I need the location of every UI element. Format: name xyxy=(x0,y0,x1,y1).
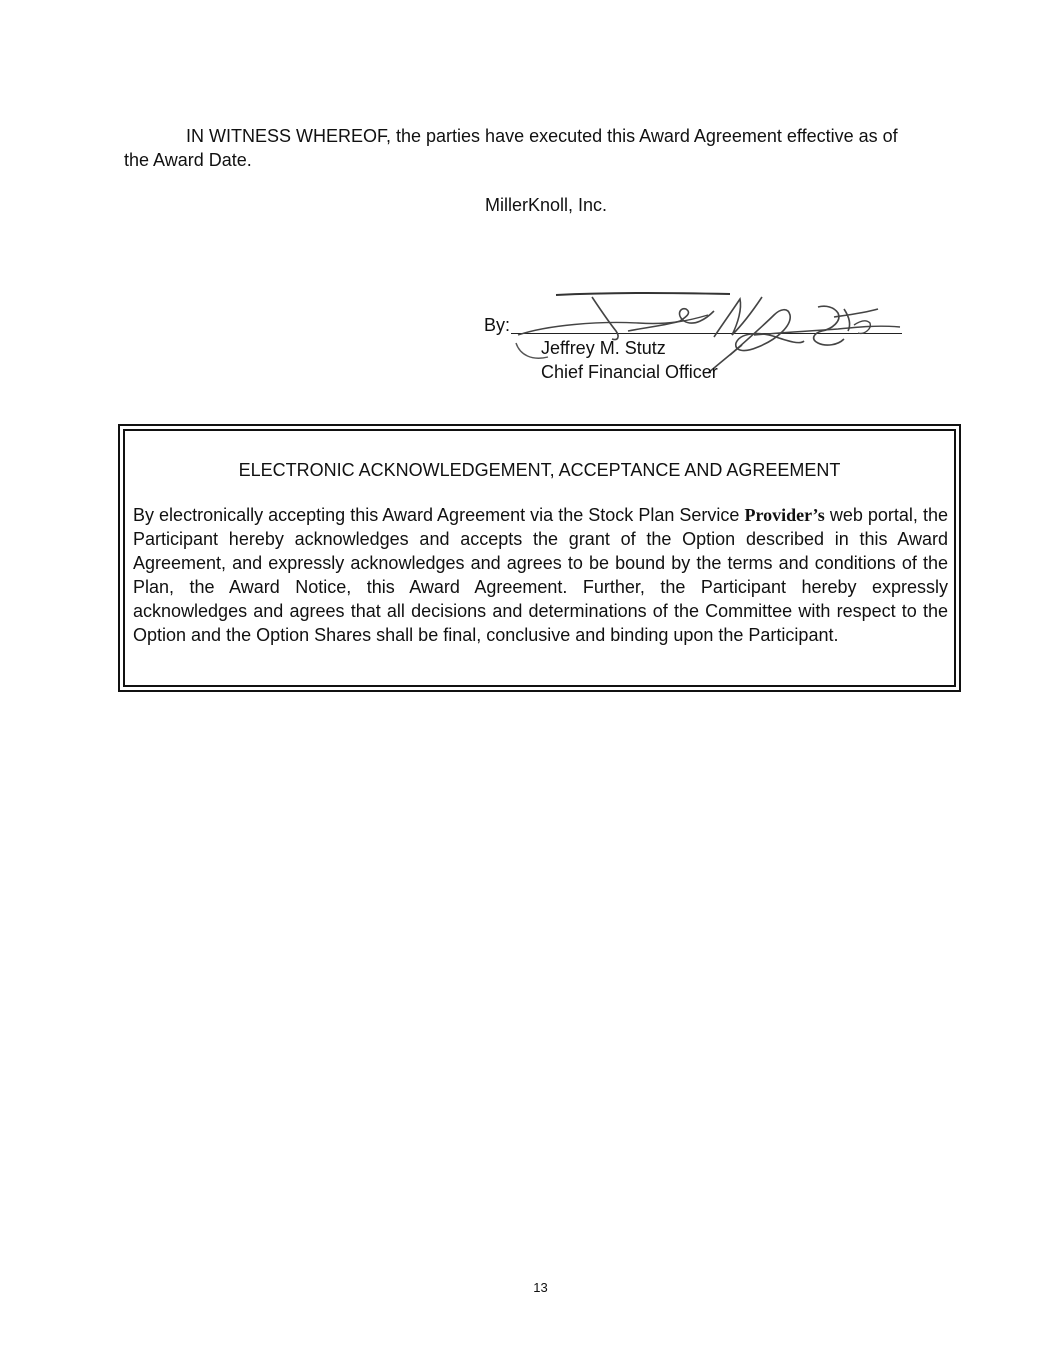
acknowledgement-body-emphasis: Provider’s xyxy=(744,505,825,525)
acknowledgement-box xyxy=(118,424,961,692)
company-name: MillerKnoll, Inc. xyxy=(485,195,608,215)
acknowledgement-body-start: By electronically accepting this Award Agreement via the Stock Plan Service xyxy=(133,505,745,525)
witness-clause: IN WITNESS WHEREOF, the parties have executed this Award Agreement effective as of the Award Date. xyxy=(124,126,898,170)
acknowledgement-title: ELECTRONIC ACKNOWLEDGEMENT, ACCEPTANCE AND AGREEMENT xyxy=(238,460,841,480)
signer-name: Jeffrey M. Stutz xyxy=(541,338,666,358)
by-label: By: xyxy=(484,315,511,335)
signer-title: Chief Financial Officer xyxy=(541,362,718,382)
acknowledgement-inner-border xyxy=(123,429,956,687)
page-number: 13 xyxy=(533,1280,548,1295)
acknowledgement-body-end: web portal, the Participant hereby acknowledges and accepts the grant of the Option described in this Award Agreement, and expressly acknowledges and agrees to be bound by the terms and conditions of the Plan, the Award Notice, this Award Agreement. Further, the Participant hereby expressly acknowledges and agrees that all decisions and determinations of the Committee with respect to the Option and the Option Shares shall be final, conclusive and binding upon the Participant. xyxy=(133,505,949,645)
acknowledgement-body xyxy=(133,503,948,647)
